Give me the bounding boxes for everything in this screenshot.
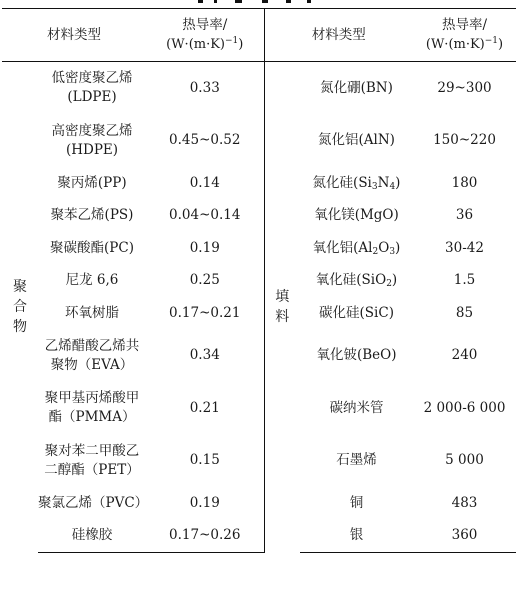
filler-conductivity: 30-42	[445, 239, 484, 256]
filler-name-part: 氧化铍(BeO)	[316, 347, 397, 364]
polymer-name-line: 聚对苯二甲酸乙	[44, 442, 140, 459]
filler-name-part: 碳化硅(SiC)	[319, 304, 394, 321]
polymer-conductivity: 0.19	[146, 232, 264, 265]
filler-name	[300, 330, 413, 383]
table-row	[2, 382, 516, 435]
filler-name	[300, 382, 413, 435]
formula-subscript: 3	[389, 246, 396, 257]
header-conductivity-right	[413, 9, 516, 62]
caption-fragment	[286, 0, 291, 3]
filler-conductivity: 1.5	[453, 272, 476, 289]
filler-name-part: 石墨烯	[336, 452, 377, 469]
filler-name	[300, 200, 413, 233]
header-label: 材料类型	[311, 26, 366, 43]
unit-text: (W·(m·K)	[425, 37, 485, 52]
filler-conductivity: 85	[455, 304, 474, 321]
group-char: 物	[13, 319, 27, 336]
table-row	[2, 167, 516, 200]
filler-name-part: 氧化镁(MgO)	[314, 207, 399, 224]
formula-subscript: 2	[386, 279, 392, 290]
polymer-name	[38, 382, 146, 435]
filler-conductivity: 5 000	[445, 452, 484, 469]
header-label: 材料类型	[47, 26, 101, 43]
filler-name	[300, 520, 413, 553]
filler-conductivity: 2 000-6 000	[423, 399, 506, 416]
polymer-name	[38, 167, 146, 200]
header-label: 热导率/	[182, 17, 228, 33]
polymer-name-line: 二醇酯（PET）	[44, 461, 140, 478]
filler-name	[300, 265, 413, 298]
polymer-name	[38, 435, 146, 488]
filler-name	[300, 167, 413, 200]
filler-conductivity: 180	[451, 174, 478, 191]
polymer-conductivity: 0.17~0.26	[146, 520, 264, 553]
header-label: 热导率/	[441, 17, 488, 33]
polymer-name	[38, 487, 149, 520]
polymer-name-line: 聚碳酸酯(PC)	[50, 239, 134, 256]
caption-fragment	[235, 0, 242, 3]
table-body	[2, 62, 516, 553]
table-row	[2, 265, 516, 298]
polymer-name	[38, 115, 146, 168]
caption-fragment	[214, 0, 217, 3]
filler-name-part: )	[395, 174, 401, 191]
table-row	[2, 115, 516, 168]
polymer-conductivity: 0.04~0.14	[146, 200, 264, 233]
polymer-name-line: 乙烯醋酸乙烯共	[44, 337, 140, 354]
polymer-conductivity: 0.25	[146, 265, 264, 298]
polymer-conductivity: 0.21	[146, 382, 264, 435]
table-row	[2, 297, 516, 330]
header-material-type-left	[2, 9, 146, 62]
group-char: 聚	[13, 279, 27, 296]
table-row	[2, 200, 516, 233]
unit-exponent: −1	[484, 36, 499, 46]
polymer-name-line: 聚苯乙烯(PS)	[50, 207, 134, 224]
polymer-name	[38, 265, 146, 298]
filler-name-part: 氧化硅(SiO	[315, 272, 387, 289]
unit-close: )	[498, 37, 504, 52]
filler-group-label	[264, 62, 300, 553]
filler-name	[300, 435, 413, 488]
filler-conductivity: 483	[451, 494, 478, 511]
polymer-name-line: 环氧树脂	[65, 304, 119, 321]
header-unit	[413, 35, 516, 54]
polymer-conductivity: 0.17~0.21	[146, 297, 264, 330]
filler-conductivity: 36	[455, 207, 474, 224]
table-row	[2, 487, 516, 520]
table-row	[2, 520, 516, 553]
filler-name-part: O	[378, 239, 390, 256]
polymer-name-line: (LDPE)	[67, 89, 117, 106]
header-conductivity-left	[146, 9, 264, 62]
header-material-type-right	[264, 9, 413, 62]
polymer-conductivity: 0.14	[146, 167, 264, 200]
group-char: 填	[275, 289, 290, 306]
thermal-conductivity-table	[2, 8, 516, 553]
filler-name-part: N	[377, 174, 390, 191]
formula-subscript: 4	[389, 181, 396, 192]
filler-name	[300, 62, 413, 115]
polymer-name	[38, 520, 146, 553]
polymer-conductivity: 0.34	[146, 330, 264, 383]
polymer-name	[38, 200, 146, 233]
unit-exponent: −1	[225, 36, 239, 46]
filler-name	[300, 297, 413, 330]
polymer-name-line: 聚丙烯(PP)	[57, 174, 127, 191]
polymer-group-label	[2, 62, 38, 553]
filler-conductivity: 150~220	[433, 132, 496, 149]
polymer-name	[38, 232, 146, 265]
polymer-name-line: 低密度聚乙烯	[51, 70, 133, 87]
polymer-name	[38, 62, 146, 115]
filler-name-part: 氮化硅(Si	[312, 174, 372, 191]
polymer-name-line: 酯（PMMA）	[48, 409, 136, 426]
filler-name	[300, 487, 413, 520]
polymer-name-line: 聚甲基丙烯酸甲	[44, 390, 140, 407]
filler-conductivity: 29~300	[437, 79, 492, 96]
unit-text: (W·(m·K)	[166, 37, 226, 52]
filler-name-part: 氮化铝(AlN)	[318, 132, 395, 149]
filler-name-part: )	[391, 272, 398, 289]
formula-subscript: 3	[371, 181, 378, 192]
filler-name	[300, 232, 413, 265]
polymer-name-line: (HDPE)	[65, 141, 119, 158]
filler-name-part: 铜	[349, 494, 364, 511]
polymer-name-line: 硅橡胶	[71, 527, 113, 544]
polymer-conductivity: 0.33	[146, 62, 264, 115]
polymer-name-line: 聚物（EVA）	[50, 356, 134, 373]
polymer-name	[38, 297, 146, 330]
filler-conductivity: 360	[413, 520, 516, 553]
caption-fragment	[198, 0, 203, 3]
caption-fragment	[262, 0, 268, 3]
cropped-caption-remnant	[0, 0, 518, 8]
table-row	[2, 330, 516, 383]
formula-subscript: 2	[372, 246, 379, 257]
polymer-conductivity: 0.45~0.52	[146, 115, 264, 168]
group-char: 料	[275, 309, 290, 326]
vertical-label	[13, 277, 27, 337]
polymer-name-line: 高密度聚乙烯	[51, 122, 133, 139]
group-char: 合	[13, 299, 27, 316]
filler-conductivity: 240	[451, 347, 478, 364]
filler-name-part: 碳纳米管	[329, 399, 384, 416]
polymer-name	[38, 330, 146, 383]
polymer-conductivity: 0.19	[146, 487, 264, 520]
table-header-row	[2, 9, 516, 62]
filler-name-part: 氧化铝(Al	[312, 239, 373, 256]
header-unit	[146, 35, 264, 54]
filler-name-part: 银	[349, 527, 364, 544]
polymer-conductivity: 0.15	[146, 435, 264, 488]
filler-name-part: )	[395, 239, 401, 256]
polymer-name-line: 聚氯乙烯（PVC）	[38, 494, 149, 511]
unit-close: )	[238, 37, 244, 52]
polymer-name-line: 尼龙 6,6	[65, 272, 119, 289]
table-row	[2, 62, 516, 115]
table-row	[2, 232, 516, 265]
table-row	[2, 435, 516, 488]
caption-fragment	[307, 0, 311, 3]
filler-name-part: 氮化硼(BN)	[320, 79, 393, 96]
vertical-label	[275, 287, 289, 327]
filler-name	[300, 115, 413, 168]
